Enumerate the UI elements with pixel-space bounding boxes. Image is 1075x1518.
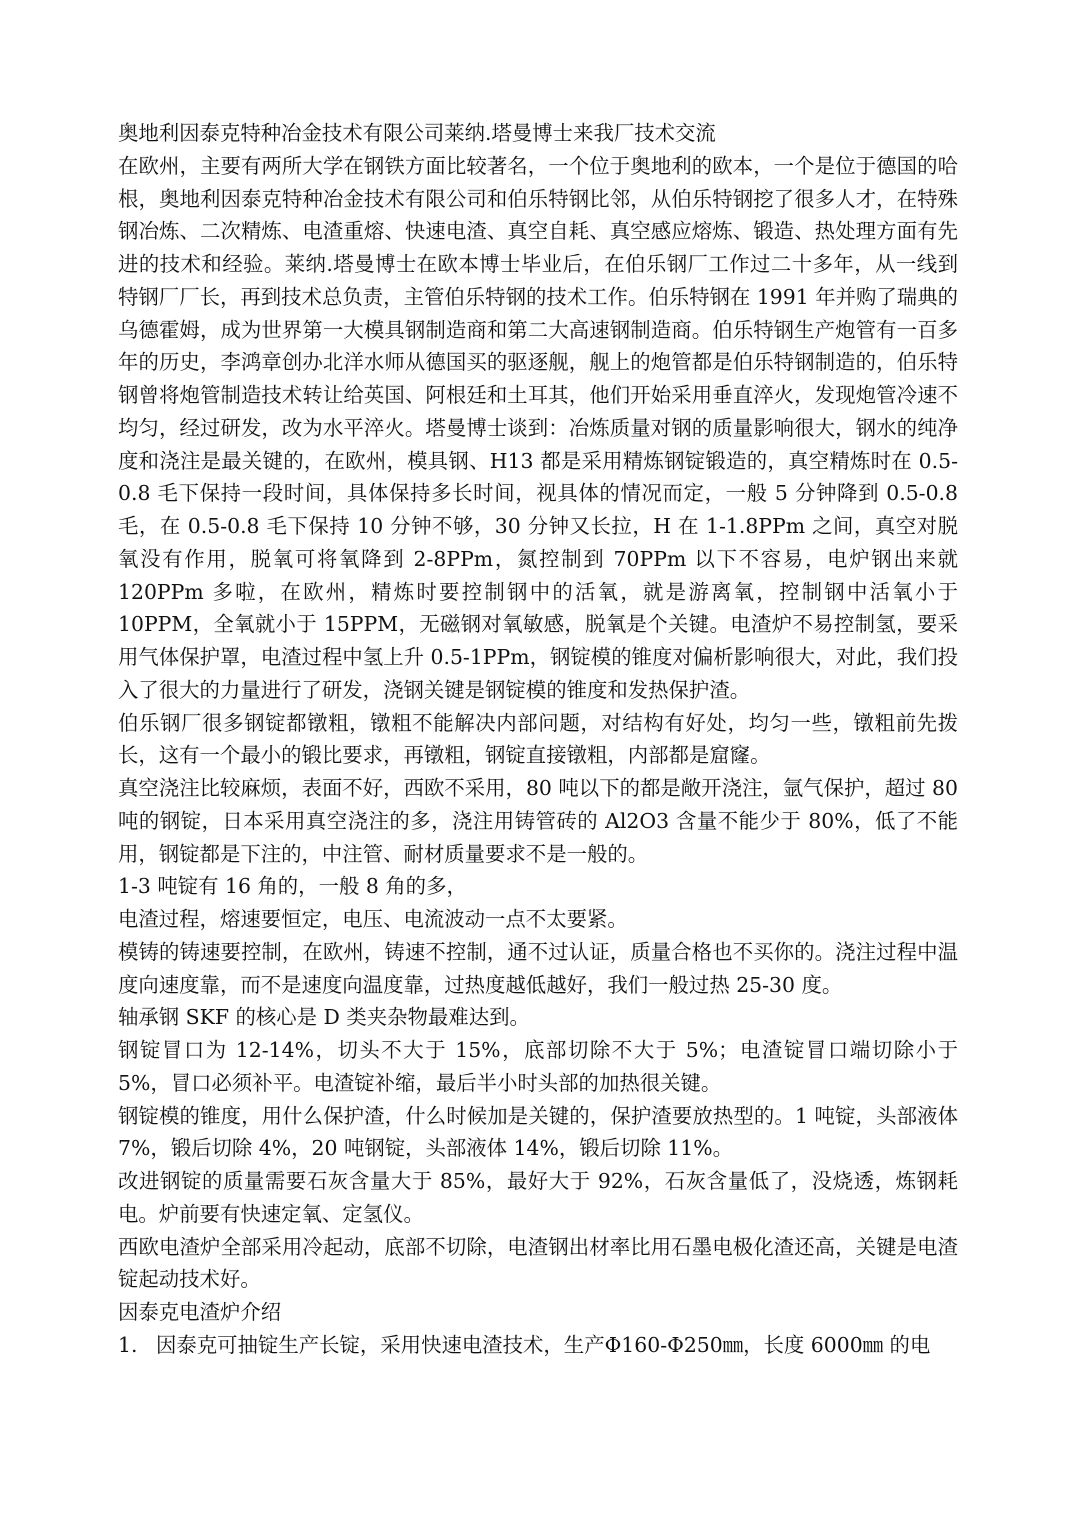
list-item-number: 1. [118, 1332, 138, 1357]
document-page [118, 117, 958, 1362]
section-heading: 因泰克电渣炉介绍 [118, 1300, 282, 1324]
paragraph-casting-speed: 模铸的铸速要控制，在欧州，铸速不控制，通不过认证，质量合格也不买你的。浇注过程中温度向速度靠，而不是速度向温度靠，过热度越低越好，我们一般过热 25-30 度。 [118, 939, 958, 997]
paragraph-bearing-steel: 轴承钢 SKF 的核心是 D 类夹杂物最难达到。 [118, 1005, 530, 1030]
paragraph-ingot-corners: 1-3 吨锭有 16 角的，一般 8 角的多， [118, 874, 467, 899]
paragraph-upsetting: 伯乐钢厂很多钢锭都镦粗，镦粗不能解决内部问题，对结构有好处，均匀一些，镦粗前先拨长，这有一个最小的锻比要求，再镦粗，钢锭直接镦粗，内部都是窟窿。 [118, 710, 958, 768]
list-item-text: 因泰克可抽锭生产长锭，采用快速电渣技术，生产Φ160-Φ250㎜，长度 6000㎜ 的电 [156, 1332, 931, 1357]
document-title: 奥地利因泰克特种冶金技术有限公司莱纳.塔曼博士来我厂技术交流 [118, 121, 716, 145]
list-item [118, 1329, 958, 1362]
paragraph-cold-start: 西欧电渣炉全部采用冷起动，底部不切除，电渣钢出材率比用石墨电极化渣还高，关键是电渣锭起动技术好。 [118, 1234, 958, 1292]
paragraph-hot-top: 钢锭冒口为 12-14%，切头不大于 15%，底部切除不大于 5%；电渣锭冒口端切除小于 5%，冒口必须补平。电渣锭补缩，最后半小时头部的加热很关键。 [118, 1038, 958, 1095]
paragraph-vacuum-casting: 真空浇注比较麻烦，表面不好，西欧不采用，80 吨以下的都是敞开浇注，氩气保护，超过 80 吨的钢锭，日本采用真空浇注的多，浇注用铸管砖的 Al2O3 含量不能少于 80%，低了不能用，钢锭都是下注的，中注管、耐材质量要求不是一般的。 [118, 776, 958, 866]
paragraph-lime-content: 改进钢锭的质量需要石灰含量大于 85%，最好大于 92%，石灰含量低了，没烧透，炼钢耗电。炉前要有快速定氧、定氢仪。 [118, 1169, 958, 1226]
paragraph-esr-process: 电渣过程，熔速要恒定，电压、电流波动一点不太要紧。 [118, 907, 628, 931]
paragraph-mould-taper: 钢锭模的锥度，用什么保护渣，什么时候加是关键的，保护渣要放热型的。1 吨锭，头部液体 7%，锻后切除 4%，20 吨钢锭，头部液体 14%，锻后切除 11%。 [118, 1103, 958, 1161]
paragraph-intro: 在欧州，主要有两所大学在钢铁方面比较著名，一个位于奥地利的欧本，一个是位于德国的哈根，奥地利因泰克特种冶金技术有限公司和伯乐特钢比邻，从伯乐特钢挖了很多人才，在特殊钢冶炼、二次精炼、电渣重熔、快速电渣、真空自耗、真空感应熔炼、锻造、热处理方面有先进的技术和经验。莱纳.塔曼博士在欧本博士毕业后，在伯乐钢厂工作过二十多年，从一线到特钢厂厂长，再到技术总负责，主管伯乐特钢的技术工作。伯乐特钢在 1991 年并购了瑞典的乌德霍姆，成为世界第一大模具钢制造商和第二大高速钢制造商。伯乐特钢生产炮管有一百多年的历史，李鸿章创办北洋水师从德国买的驱逐舰，舰上的炮管都是伯乐特钢制造的，伯乐特钢曾将炮管制造技术转让给英国、阿根廷和土耳其，他们开始采用垂直淬火，发现炮管冷速不均匀，经过研发，改为水平淬火。塔曼博士谈到：冶炼质量对钢的质量影响很大，钢水的纯净度和浇注是最关键的，在欧州，模具钢、H13 都是采用精炼钢锭锻造的，真空精炼时在 0.5-0.8 毛下保持一段时间，具体保持多长时间，视具体的情况而定，一般 5 分钟降到 0.5-0.8 毛，在 0.5-0.8 毛下保持 10 分钟不够，30 分钟又长拉，H 在 1-1.8PPm 之间，真空对脱氧没有作用，脱氧可将氧降到 2-8PPm，氮控制到 70PPm 以下不容易，电炉钢出来就 120PPm 多啦，在欧州，精炼时要控制钢中的活氧，就是游离氧，控制钢中活氧小于 10PPM，全氧就小于 15PPM，无磁钢对氧敏感，脱氧是个关键。电渣炉不易控制氢，要采用气体保护罩，电渣过程中氢上升 0.5-1PPm，钢锭模的锥度对偏析影响很大，对此，我们投入了很大的力量进行了研发，浇钢关键是钢锭模的锥度和发热保护渣。 [118, 153, 958, 702]
